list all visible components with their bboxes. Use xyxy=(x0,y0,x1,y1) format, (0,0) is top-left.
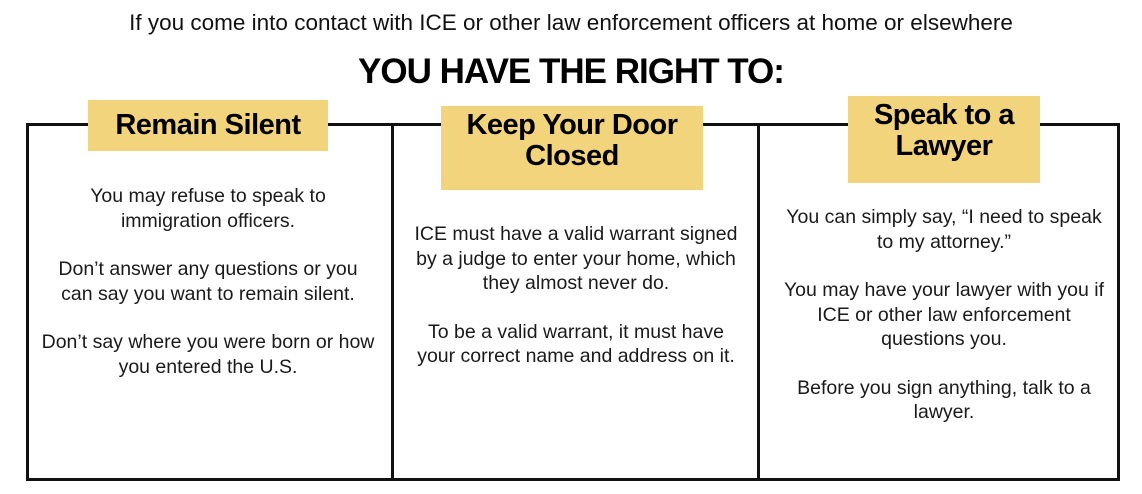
panel-title-line: Keep Your Door xyxy=(466,109,678,141)
headline: YOU HAVE THE RIGHT TO: xyxy=(358,52,784,91)
panel-paragraph: To be a valid warrant, it must have your correct name and address on it. xyxy=(417,320,735,367)
panel-body-remain-silent xyxy=(40,184,376,379)
panel-divider xyxy=(391,126,394,478)
panel-title-line: Closed xyxy=(525,140,619,172)
panel-title-keep-door-closed xyxy=(441,106,703,190)
panel-paragraph: Before you sign anything, talk to a lawyer. xyxy=(797,376,1091,423)
panel-title-line: Speak to a xyxy=(873,99,1015,131)
panel-title-speak-to-lawyer xyxy=(848,96,1040,183)
panel-body-keep-door-closed xyxy=(408,222,744,369)
panel-paragraph: ICE must have a valid warrant signed by a judge to enter your home, which they almost never do. xyxy=(414,223,738,294)
panel-title-line: Lawyer xyxy=(895,130,993,162)
panel-paragraph: You may refuse to speak to immigration officers. xyxy=(90,185,326,232)
panel-divider xyxy=(757,126,760,478)
panel-paragraph: You can simply say, “I need to speak to my attorney.” xyxy=(786,206,1102,253)
panel-paragraph: Don’t say where you were born or how you entered the U.S. xyxy=(41,331,375,378)
intro-text: If you come into contact with ICE or other law enforcement officers at home or elsewhere xyxy=(129,10,1013,35)
panel-title-label: Remain Silent xyxy=(115,109,301,141)
panel-body-speak-to-lawyer xyxy=(776,205,1112,425)
panel-title-remain-silent xyxy=(88,100,328,151)
panel-paragraph: You may have your lawyer with you if ICE or other law enforcement questions you. xyxy=(783,279,1105,350)
panel-paragraph: Don’t answer any questions or you can say you want to remain silent. xyxy=(58,258,358,305)
